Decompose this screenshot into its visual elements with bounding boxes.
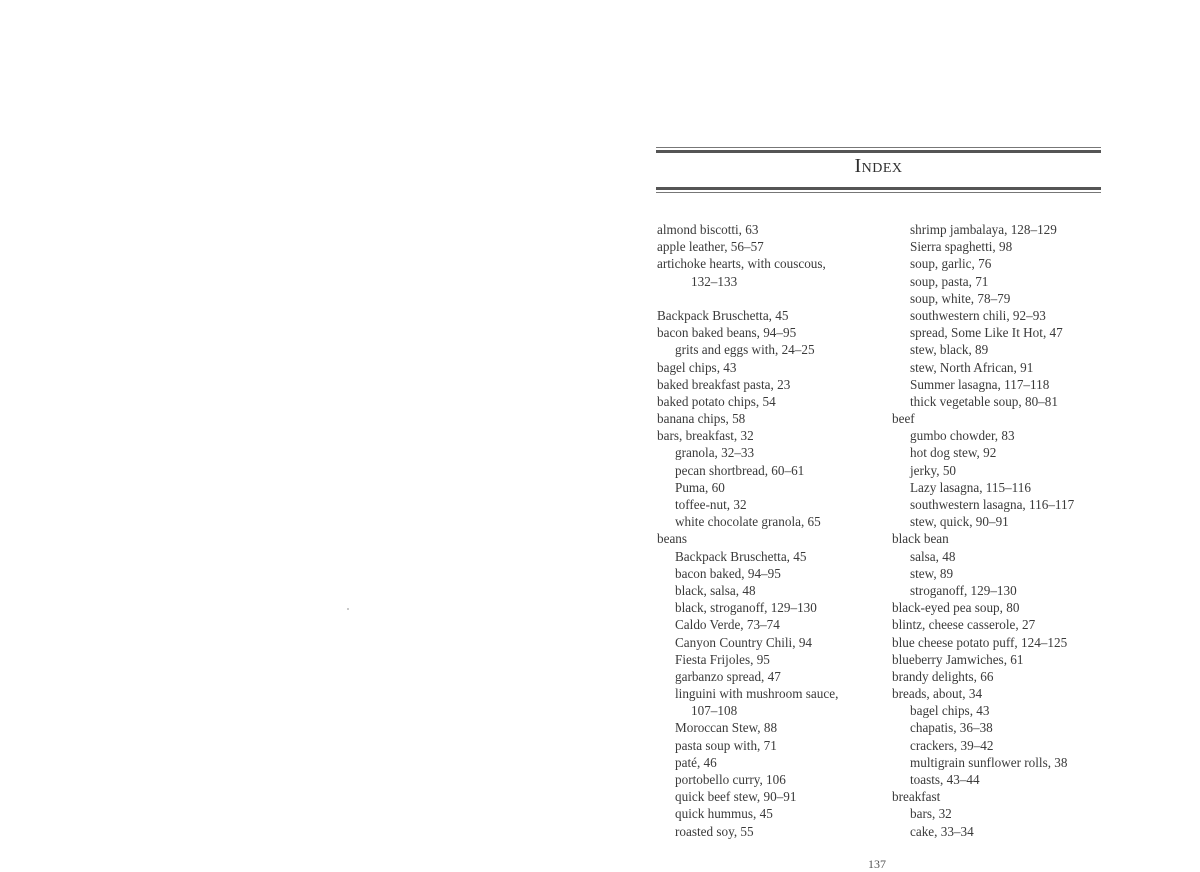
index-entry: toasts, 43–44 (910, 772, 980, 787)
index-entry: stroganoff, 129–130 (910, 582, 1017, 598)
index-entry: roasted soy, 55 (675, 823, 754, 839)
index-entry: Backpack Bruschetta, 45 (675, 548, 807, 564)
index-entry: multigrain sunflower rolls, 38 (910, 754, 1068, 770)
index-entry: bars, 32 (910, 806, 952, 822)
index-entry: Fiesta Frijoles, 95 (675, 651, 770, 667)
index-entry: bacon baked beans, 94–95 (657, 325, 797, 341)
index-entry: bars, breakfast, 32 (657, 428, 754, 444)
index-entry: blintz, cheese casserole, 27 (892, 617, 1036, 633)
index-entry: Puma, 60 (675, 479, 725, 495)
index-entry: Canyon Country Chili, 94 (675, 634, 813, 650)
page-number: 137 (868, 857, 886, 871)
index-entry: stew, 89 (910, 565, 954, 581)
header-rule-top-thick (656, 150, 1101, 153)
index-entry: white chocolate granola, 65 (675, 514, 821, 530)
index-entry: baked potato chips, 54 (657, 393, 776, 409)
index-entry: banana chips, 58 (657, 411, 746, 427)
index-entry: stew, North African, 91 (910, 359, 1034, 375)
index-entry: quick beef stew, 90–91 (675, 789, 797, 805)
index-entry: soup, white, 78–79 (910, 290, 1011, 306)
index-column-left (657, 221, 887, 840)
index-entry: brandy delights, 66 (892, 668, 994, 684)
index-entry: salsa, 48 (910, 548, 956, 564)
index-entry: linguini with mushroom sauce, (675, 686, 839, 702)
index-entry: crackers, 39–42 (910, 737, 994, 753)
index-entry: baked breakfast pasta, 23 (657, 376, 791, 392)
index-entry: Caldo Verde, 73–74 (675, 617, 780, 633)
header-rule-top-thin (656, 147, 1101, 148)
index-entry: soup, garlic, 76 (910, 256, 992, 272)
index-header (656, 147, 1101, 195)
index-entry: chapatis, 36–38 (910, 720, 993, 736)
index-entry: bagel chips, 43 (910, 703, 990, 719)
index-entry: black, salsa, 48 (675, 582, 756, 598)
index-entry: 132–133 (691, 273, 738, 289)
index-entry: Backpack Bruschetta, 45 (657, 307, 789, 323)
index-entry: blue cheese potato puff, 124–125 (892, 634, 1068, 650)
index-entry: black, stroganoff, 129–130 (675, 600, 817, 616)
index-entry: bagel chips, 43 (657, 359, 737, 375)
index-entry: Moroccan Stew, 88 (675, 720, 778, 736)
index-column-right (892, 221, 1102, 840)
index-entry: artichoke hearts, with couscous, (657, 256, 826, 272)
index-entry: grits and eggs with, 24–25 (675, 342, 815, 358)
header-rule-bottom-thin (656, 192, 1101, 193)
index-entry: jerky, 50 (910, 462, 957, 478)
index-entry: stew, black, 89 (910, 342, 989, 358)
index-entry: pecan shortbread, 60–61 (675, 462, 805, 478)
index-entry: breakfast (892, 789, 941, 805)
index-entry: blueberry Jamwiches, 61 (892, 651, 1024, 667)
index-entry: hot dog stew, 92 (910, 445, 997, 461)
index-entry: beans (657, 531, 688, 547)
index-entry: beef (892, 411, 915, 427)
index-entry: breads, about, 34 (892, 686, 983, 702)
index-entry: thick vegetable soup, 80–81 (910, 393, 1058, 409)
index-entry: Sierra spaghetti, 98 (910, 239, 1013, 255)
page-title: Index (854, 155, 903, 177)
index-entry: bacon baked, 94–95 (675, 565, 781, 581)
index-entry: apple leather, 56–57 (657, 239, 764, 255)
index-entry: stew, quick, 90–91 (910, 514, 1009, 530)
index-entry: 107–108 (691, 703, 738, 719)
index-entry: gumbo chowder, 83 (910, 428, 1015, 444)
index-entry: black-eyed pea soup, 80 (892, 600, 1020, 616)
index-entry: Lazy lasagna, 115–116 (910, 479, 1031, 495)
index-entry: shrimp jambalaya, 128–129 (910, 222, 1057, 237)
index-entry: paté, 46 (675, 754, 717, 770)
index-entry: quick hummus, 45 (675, 806, 773, 822)
index-entry: portobello curry, 106 (675, 772, 786, 787)
index-entry: soup, pasta, 71 (910, 273, 989, 289)
index-entry: almond biscotti, 63 (657, 222, 759, 237)
index-entry: spread, Some Like It Hot, 47 (910, 325, 1063, 341)
index-entry: Summer lasagna, 117–118 (910, 376, 1050, 392)
index-entry: southwestern chili, 92–93 (910, 307, 1046, 323)
index-entry: black bean (892, 531, 949, 547)
header-rule-bottom-thick (656, 187, 1101, 190)
index-spacer (657, 290, 887, 307)
index-entry: cake, 33–34 (910, 823, 974, 839)
index-entry: granola, 32–33 (675, 445, 755, 461)
index-entry: toffee-nut, 32 (675, 497, 747, 512)
scan-speck (347, 608, 349, 610)
index-entry: pasta soup with, 71 (675, 737, 777, 753)
index-entry: southwestern lasagna, 116–117 (910, 497, 1075, 512)
index-entry: garbanzo spread, 47 (675, 668, 781, 684)
